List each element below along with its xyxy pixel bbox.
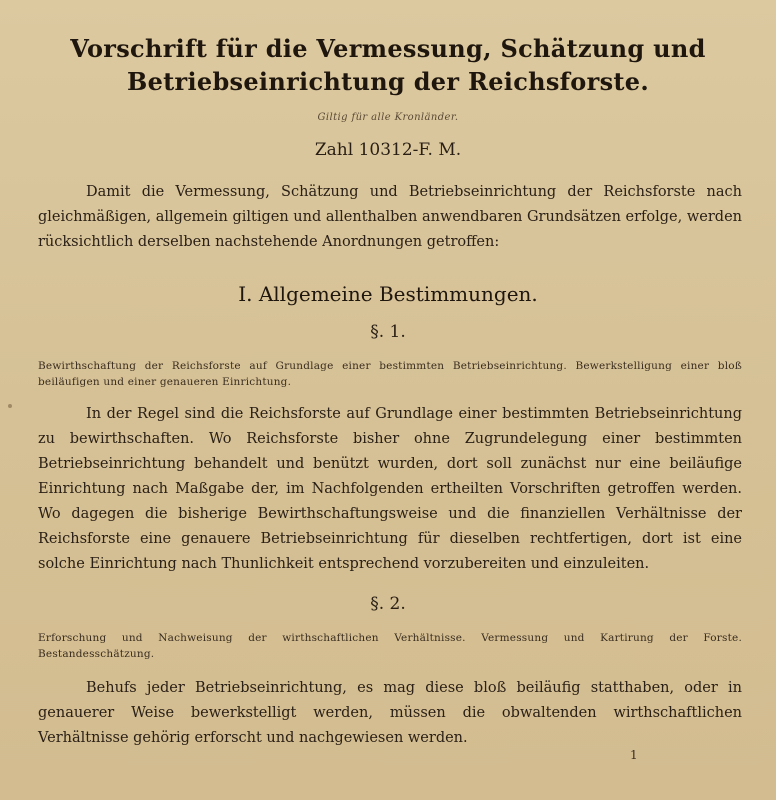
intro-paragraph <box>38 180 742 255</box>
section-1-text: In der Regel sind die Reichsforste auf Grundlage einer bestimmten Betriebseinrichtung zu bewirthschaften. Wo Reichsforste bisher ohne Zugrundelegung einer bestimmten Betriebseinrichtung behandelt und benützt wurden, dort soll zunächst nur eine beiläufige Einrichtung nach Maßgabe der, im Nachfolgenden ertheilten Vorschriften getroffen werden. Wo dagegen die bisherige Bewirthschaftungsweise und die finanziellen Verhältnisse der Reichsforste eine genauere Betriebseinrichtung für dieselben rechtfertigen, dort ist eine solche Einrichtung nach Thunlichkeit entsprechend vorzubereiten und einzuleiten. <box>38 406 742 572</box>
page-number: 1 <box>630 748 638 762</box>
section-1-number: §. 1. <box>370 322 406 342</box>
decree-number: Zahl 10312-F. M. <box>314 140 462 160</box>
section-2-paragraph <box>38 676 742 751</box>
intro-text: Damit die Vermessung, Schätzung und Betriebseinrichtung der Reichsforste nach gleichmäßigen, allgemein giltigen und allenthalben anwendbaren Grundsätzen erfolge, werden rücksichtlich derselben nachstehende Anordnungen getroffen: <box>38 184 742 250</box>
document-subtitle: Giltig für alle Kronländer. <box>317 112 459 123</box>
section-2-rubric: Erforschung und Nachweisung der wirthschaftlichen Verhältnisse. Vermessung und Kartirung der Forste. Bestandesschätzung. <box>38 632 742 660</box>
chapter-heading: I. Allgemeine Bestimmungen. <box>238 282 538 306</box>
section-1-rubric: Bewirthschaftung der Reichsforste auf Grundlage einer bestimmten Betriebseinrichtung. Bewerkstelligung einer bloß beiläufigen und einer genaueren Einrichtung. <box>38 360 742 388</box>
section-1-paragraph <box>38 402 742 577</box>
section-2-number: §. 2. <box>370 594 406 614</box>
section-2-text: Behufs jeder Betriebseinrichtung, es mag diese bloß beiläufig statthaben, oder in genauerer Weise bewerkstelligt werden, müssen die obwaltenden wirthschaftlichen Verhältnisse gehörig erforscht und nachgewiesen werden. <box>38 680 742 746</box>
paper-speck <box>8 404 12 408</box>
document-title: Vorschrift für die Vermessung, Schätzung und Betriebseinrichtung der Reichsforste. <box>70 34 706 96</box>
